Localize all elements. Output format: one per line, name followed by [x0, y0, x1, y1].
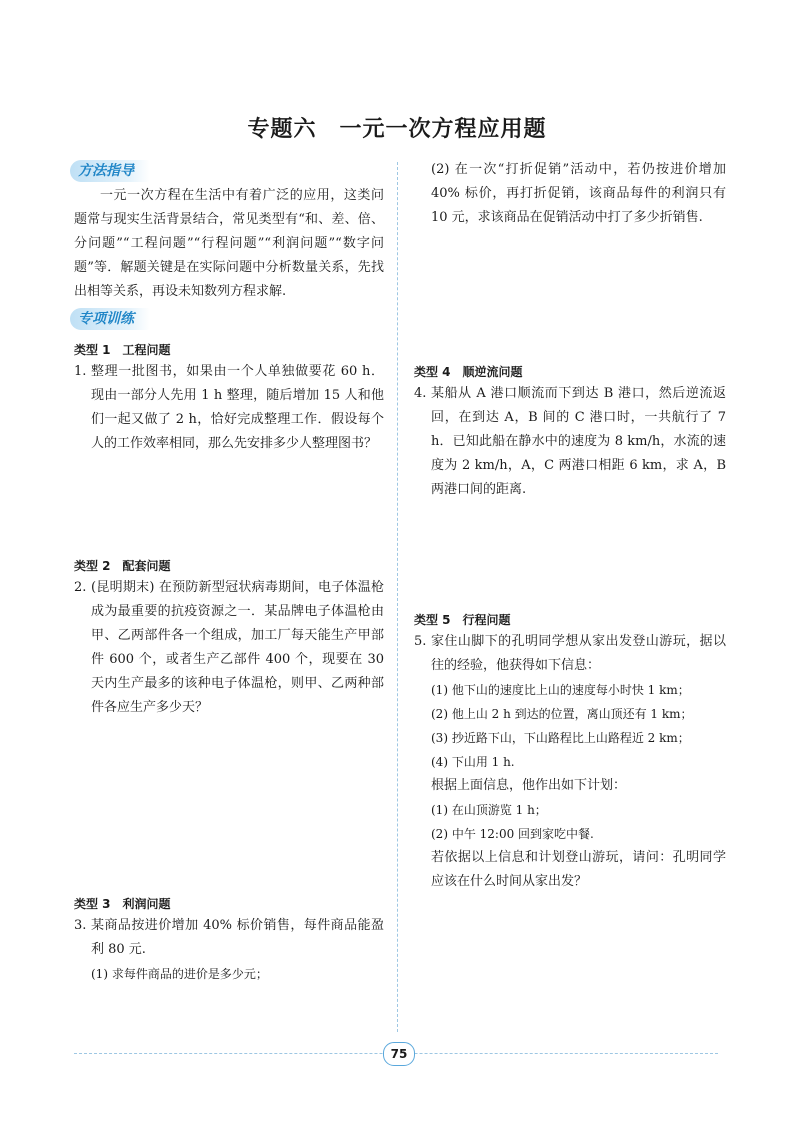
page-title: 专题六 一元一次方程应用题 — [247, 117, 547, 142]
training-banner-label: 专项训练 — [78, 311, 134, 327]
type1-heading: 类型 1 工程问题 — [74, 343, 171, 357]
left-column — [74, 160, 384, 986]
problem-3-part-2: (2) 在一次“打折促销”活动中，若仍按进价增加 40% 标价，再打折促销，该商品每件的利润只有 10 元，求该商品在促销活动中打了多少折销售. — [431, 162, 726, 225]
problem-5-question: 若依据以上信息和计划登山游玩，请问：孔明同学应该在什么时间从家出发？ — [431, 850, 726, 889]
problem-5-info-2: (2) 他上山 2 h 到达的位置，离山顶还有 1 km； — [431, 707, 693, 721]
method-text: 一元一次方程在生活中有着广泛的应用，这类问题常与现实生活背景结合，常见类型有“和、差、倍、分问题”“工程问题”“行程问题”“利润问题”“数字问题”等．解题关键是在实际问题中分析数量关系，先找出相等关系，再设未知数列方程求解. — [74, 188, 384, 299]
training-banner — [70, 308, 150, 330]
problem-4-text: 某船从 A 港口顺流而下到达 B 港口，然后逆流返回，在到达 A，B 间的 C 港口时，一共航行了 7 h．已知此船在静水中的速度为 8 km/h，水流的速度为 2 km/h，A，C 两港口相距 6 km，求 A，B 两港口间的距离. — [431, 386, 726, 497]
problem-3 — [74, 914, 384, 962]
problem-4-number: 4. — [414, 386, 427, 401]
problem-1-text: 整理一批图书，如果由一个人单独做要花 60 h．现由一部分人先用 1 h 整理，随后增加 15 人和他们一起又做了 2 h，恰好完成整理工作．假设每个人的工作效率相同，那么先安排多少人整理图书？ — [91, 364, 384, 451]
problem-5-plan-2: (2) 中午 12:00 回到家吃中餐. — [431, 827, 594, 841]
problem-2-text: (昆明期末) 在预防新型冠状病毒期间，电子体温枪成为最重要的抗疫资源之一．某品牌电子体温枪由甲、乙两部件各一个组成，加工厂每天能生产甲部件 600 个，或者生产乙部件 400 个，现要在 30 天内生产最多的该种电子体温枪，则甲、乙两种部件各应生产多少天？ — [91, 580, 384, 715]
problem-1 — [74, 360, 384, 456]
problem-5-info-3: (3) 抄近路下山，下山路程比上山路程近 2 km； — [431, 731, 690, 745]
problem-3-part-1: (1) 求每件商品的进价是多少元； — [91, 967, 268, 981]
type2-heading: 类型 2 配套问题 — [74, 559, 171, 573]
method-banner-label: 方法指导 — [78, 163, 134, 179]
type5-heading: 类型 5 行程问题 — [414, 613, 511, 627]
column-divider — [397, 162, 398, 1032]
problem-5-plan-intro: 根据上面信息，他作出如下计划： — [431, 778, 627, 793]
problem-2 — [74, 576, 384, 720]
type3-heading: 类型 3 利润问题 — [74, 897, 171, 911]
problem-5-number: 5. — [414, 634, 427, 649]
type4-heading: 类型 4 顺逆流问题 — [414, 365, 523, 379]
problem-3-text: 某商品按进价增加 40% 标价销售，每件商品能盈利 80 元. — [91, 918, 384, 957]
problem-5-info-1: (1) 他下山的速度比上山的速度每小时快 1 km； — [431, 683, 690, 697]
problem-5-text: 家住山脚下的孔明同学想从家出发登山游玩，据以往的经验，他获得如下信息： — [431, 634, 726, 673]
problem-4 — [414, 382, 726, 502]
problem-5 — [414, 630, 726, 678]
page-number: 75 — [383, 1042, 415, 1066]
problem-2-number: 2. — [74, 580, 87, 595]
problem-5-plan-1: (1) 在山顶游览 1 h； — [431, 803, 547, 817]
problem-3-number: 3. — [74, 918, 87, 933]
method-banner — [70, 160, 150, 182]
problem-1-number: 1. — [74, 364, 87, 379]
right-column — [414, 160, 726, 894]
problem-5-info-4: (4) 下山用 1 h. — [431, 755, 515, 769]
